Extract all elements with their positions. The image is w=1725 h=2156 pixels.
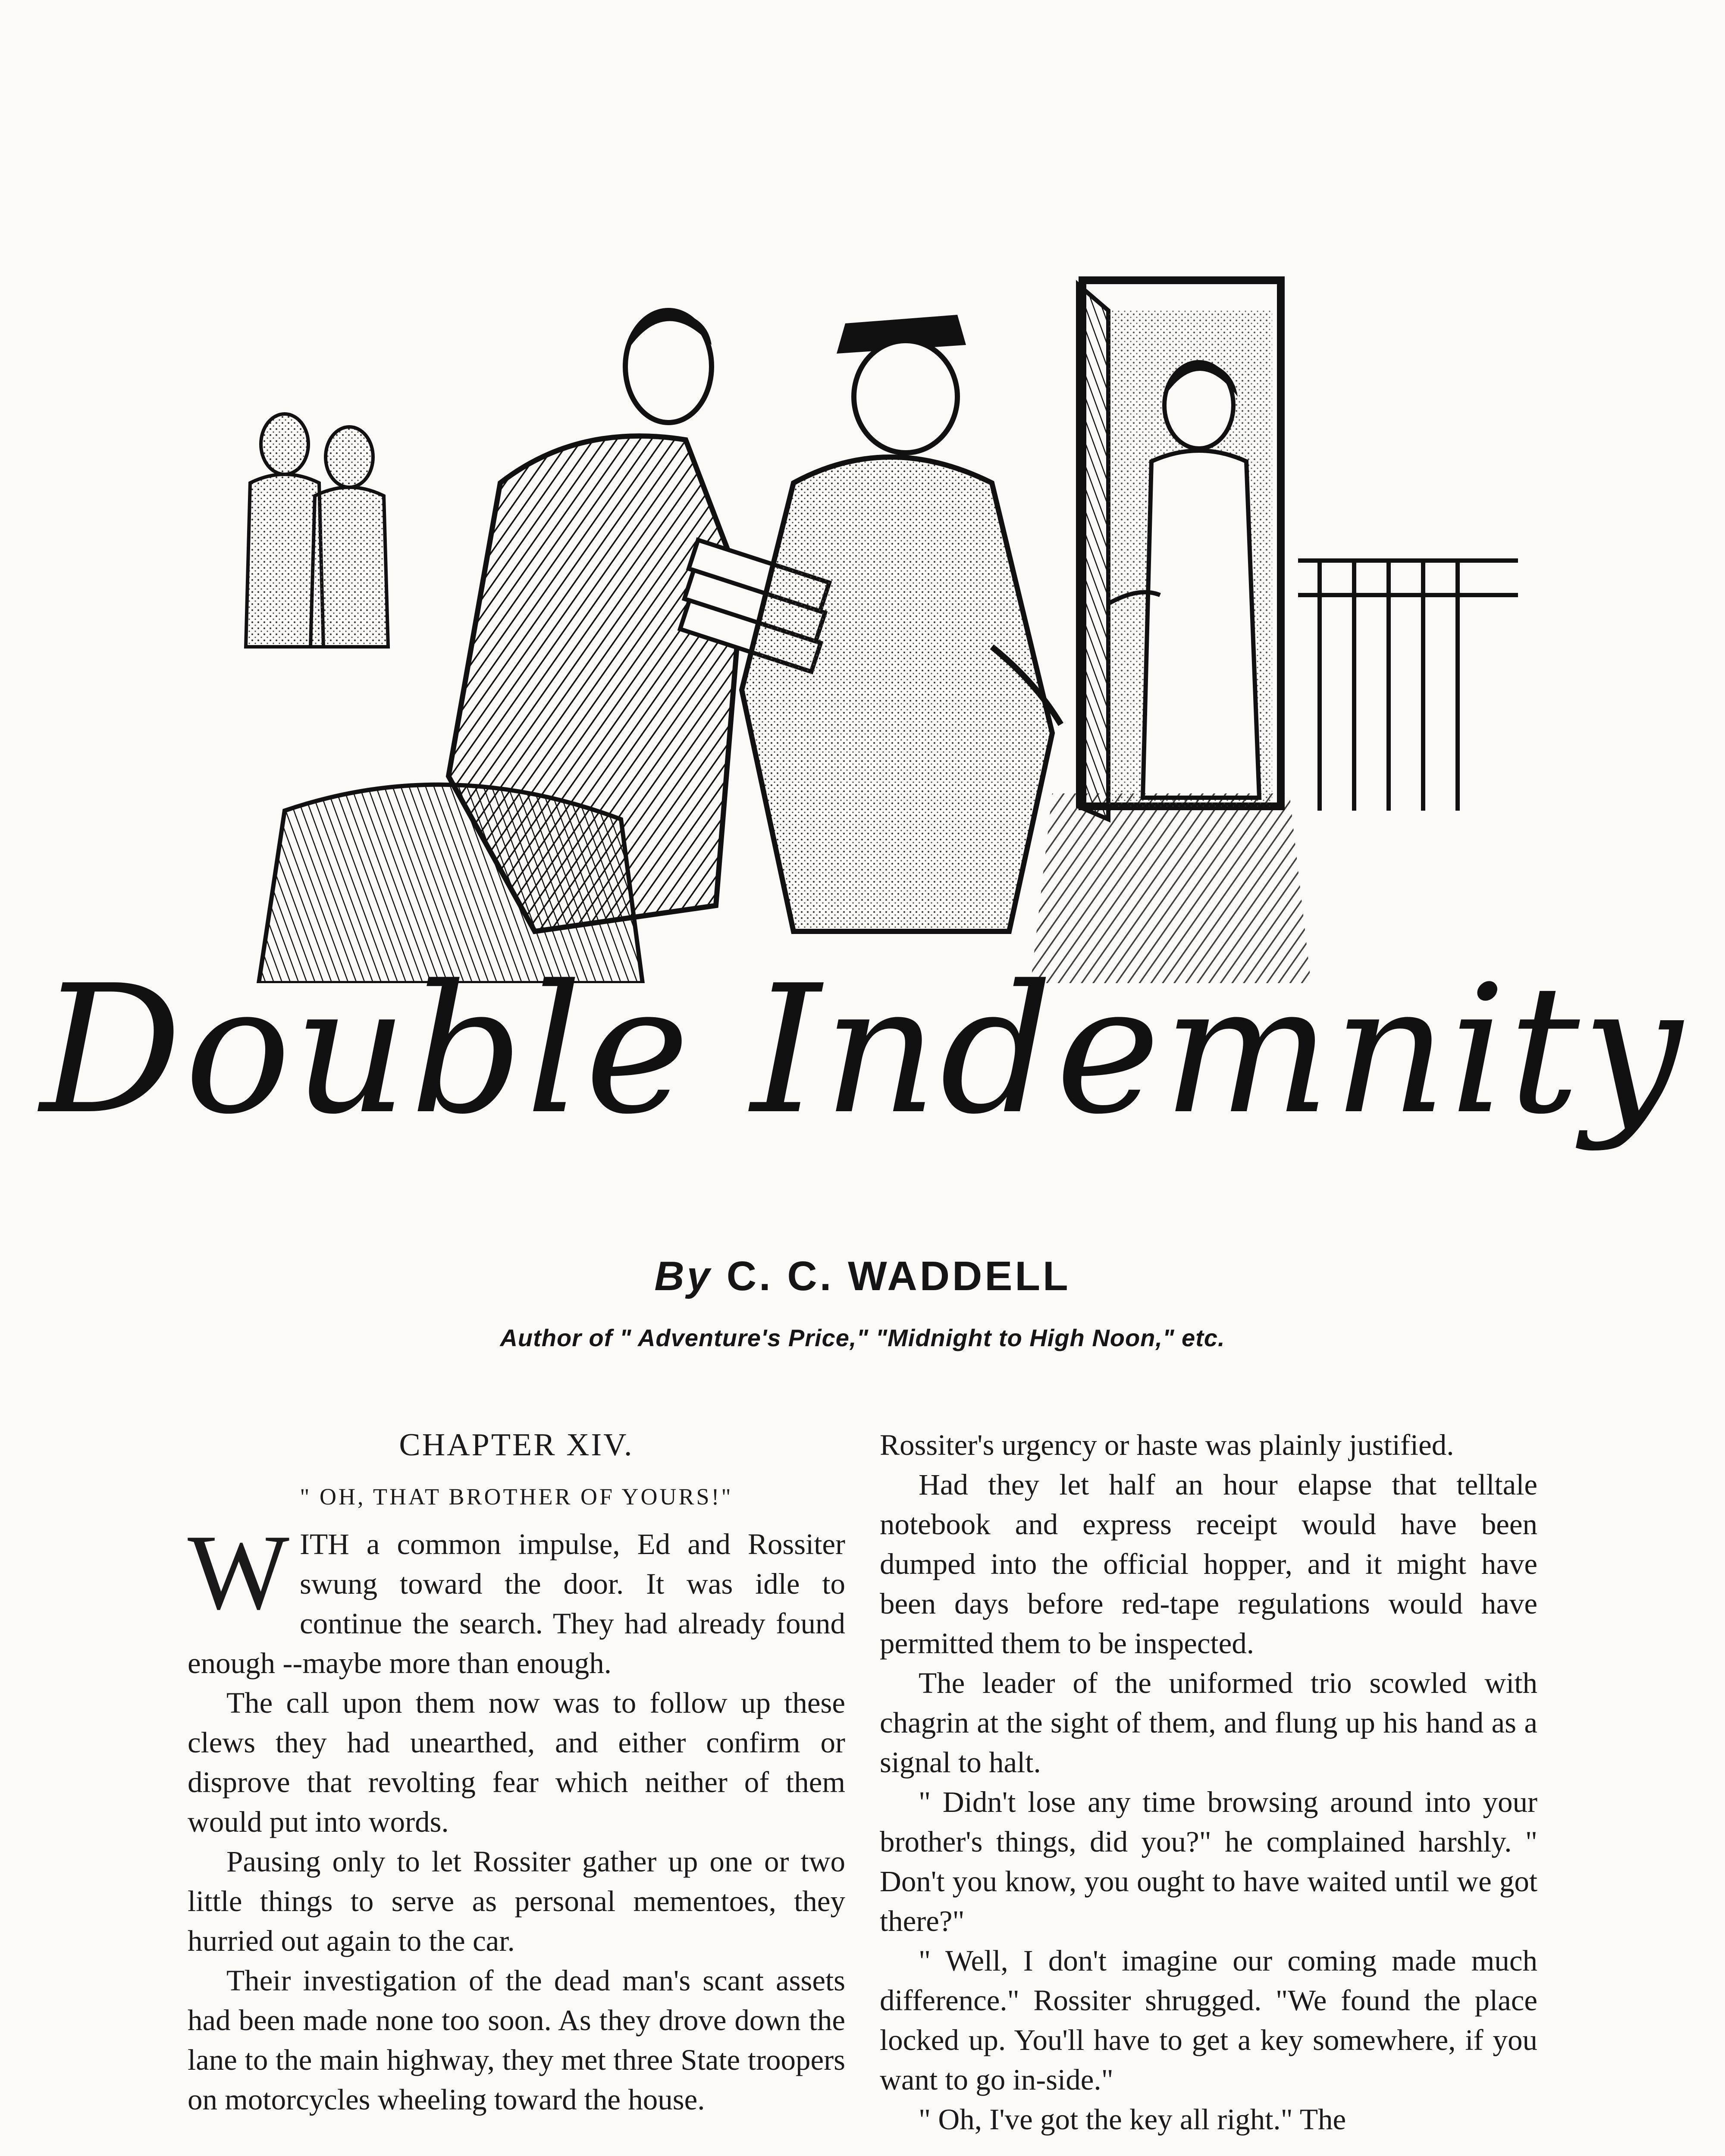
byline-prefix: By [654, 1253, 713, 1299]
chapter-heading: CHAPTER XIV. [399, 1427, 634, 1463]
paragraph: " Didn't lose any time browsing around into your brother's things, did you?" he complained harshly. " Don't you know, you ought to have waited until we got there?" [880, 1786, 1537, 1937]
paragraph: The leader of the uniformed trio scowled with chagrin at the sight of them, and flung up his hand as a signal to halt. [880, 1667, 1537, 1779]
paragraph [188, 1513, 845, 1683]
paragraph: Rossiter's urgency or haste was plainly justified. [880, 1429, 1454, 1461]
left-column [188, 1425, 845, 2119]
paragraph: Pausing only to let Rossiter gather up one or two little things to serve as personal mementoes, they hurried out again to the car. [188, 1845, 845, 1957]
drop-cap: W [188, 1513, 289, 1632]
story-illustration [233, 259, 1518, 983]
paragraph: " Oh, I've got the key all right." The [919, 2103, 1346, 2136]
illustration-officer-at-door-icon [233, 259, 1518, 983]
paragraph: Their investigation of the dead man's scant assets had been made none too soon. As they drove down the lane to the main highway, they met three State troopers on motorcycles wheeling toward the house. [188, 1964, 845, 2116]
author-credits: Author of " Adventure's Price," "Midnight to High Noon," etc. [500, 1324, 1225, 1351]
chapter-subtitle: " OH, THAT BROTHER OF YOURS!" [300, 1484, 733, 1510]
paragraph: Had they let half an hour elapse that telltale notebook and express receipt would have been dumped into the official hopper, and it might have been days before red-tape regulations would have permitted them to be inspected. [880, 1468, 1537, 1660]
paragraph-text: ITH a common impulse, Ed and Rossiter swung toward the door. It was idle to continue the search. They had already found enough --maybe more than enough. [188, 1528, 845, 1680]
paragraph: " Well, I don't imagine our coming made much difference." Rossiter shrugged. "We found the place locked up. You'll have to get a key somewhere, if you want to go in-side." [880, 1944, 1537, 2096]
paragraph: The call upon them now was to follow up these clews they had unearthed, and either confirm or disprove that revolting fear which neither of them would put into words. [188, 1686, 845, 1838]
author-name: C. C. WADDELL [726, 1253, 1071, 1299]
right-column [880, 1425, 1537, 2139]
byline [0, 1253, 1725, 1300]
story-title: Double Indemnity [40, 947, 1685, 1153]
